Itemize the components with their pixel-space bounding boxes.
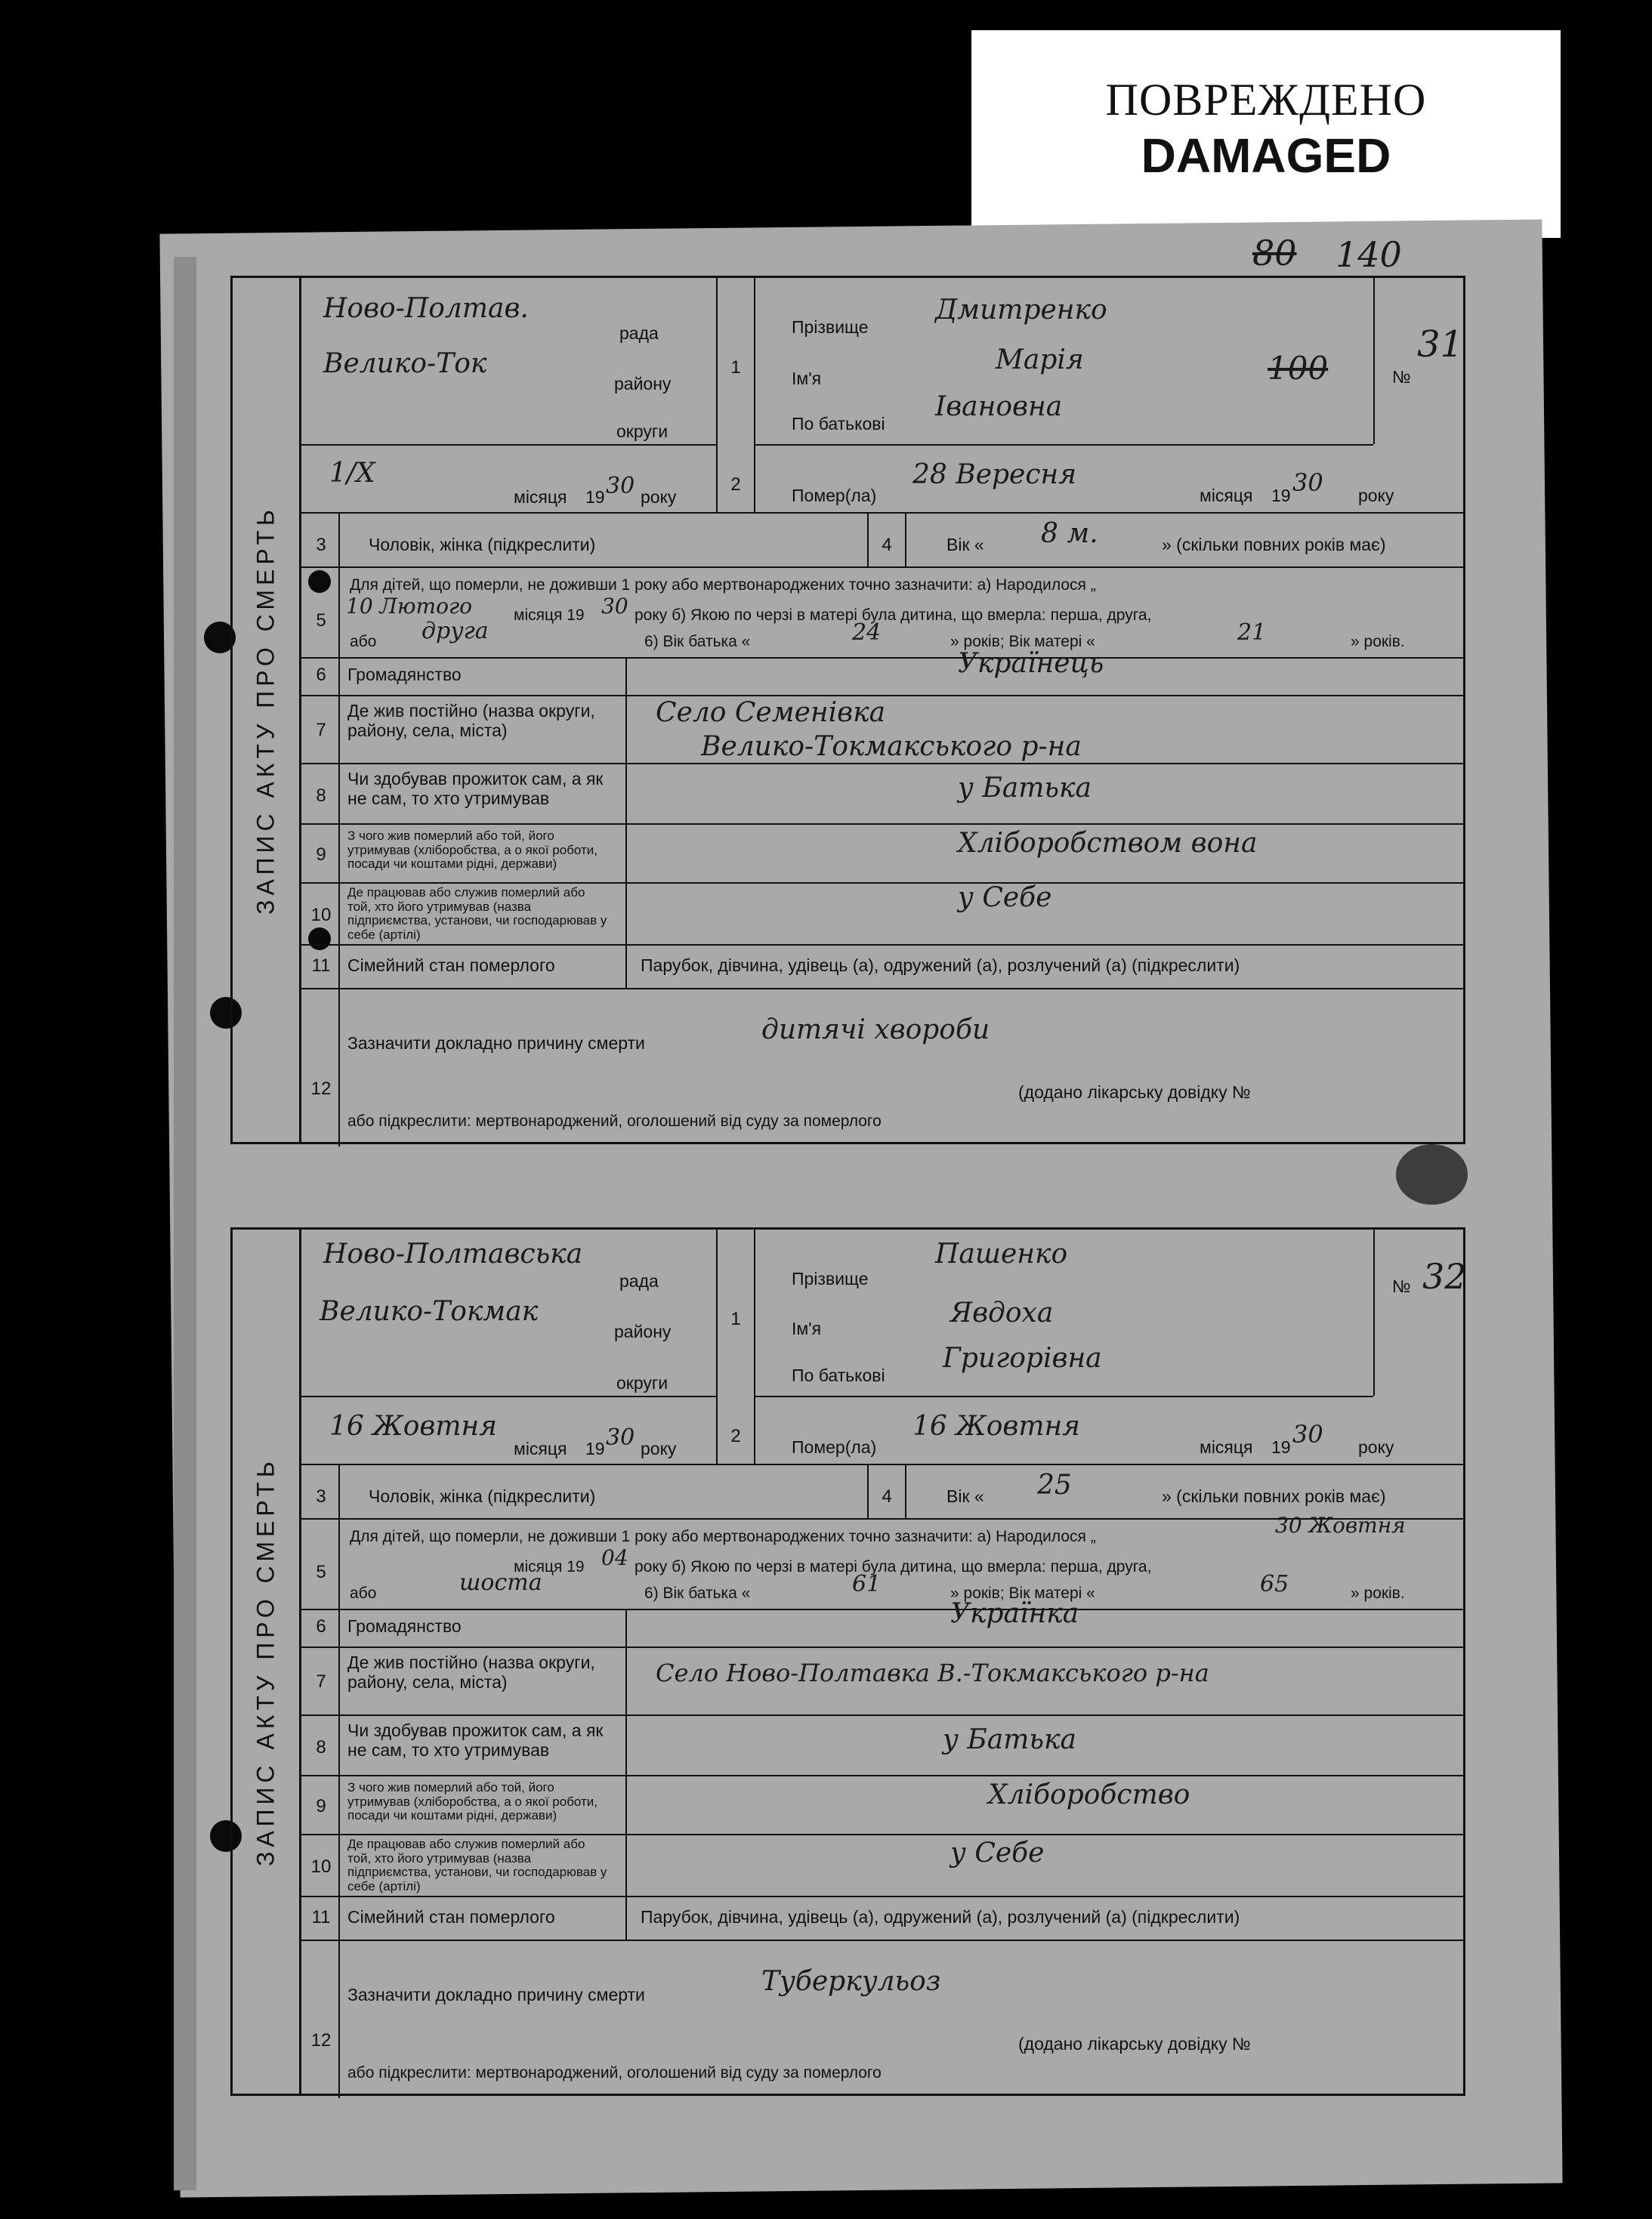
form-sidebar	[233, 278, 301, 1142]
support-value: у Батька	[943, 1724, 1076, 1755]
residence-line1: Село Семенівка	[656, 697, 886, 728]
marital-label: Сімейний стан померлого	[347, 1907, 555, 1927]
year-prefix: 19	[585, 1439, 605, 1458]
death-month-label: місяця	[1200, 486, 1253, 505]
child-or-label: або	[350, 1585, 377, 1602]
gender-label: Чоловік, жінка (підкреслити)	[369, 1486, 596, 1506]
father-age-value: 61	[852, 1571, 882, 1597]
marital-options: Парубок, дівчина, удівець (а), одружений (а), розлучений (а) (підкреслити)	[641, 1907, 1240, 1927]
child-birth-text: Для дітей, що померли, не доживши 1 року або мертвонароджених точно зазначити: а) Народилося „	[350, 1528, 1096, 1545]
cause-value: дитячі хвороби	[761, 1014, 990, 1045]
surname-value: Дмитренко	[935, 295, 1107, 326]
marital-options: Парубок, дівчина, удівець (а), одружений (а), розлучений (а) (підкреслити)	[641, 955, 1240, 975]
name-value: Явдоха	[950, 1298, 1054, 1329]
death-year-prefix: 19	[1271, 1437, 1291, 1457]
support-label: Чи здобував прожиток сам, а як не сам, то хто утримував	[347, 1721, 604, 1761]
mother-age-suffix: » років.	[1351, 1585, 1405, 1602]
child-birth-year: 04	[601, 1545, 628, 1570]
residence-line1: Село Ново-Полтавка В.-Токмакського р-на	[656, 1659, 1209, 1687]
father-age-label: 6) Вік батька «	[644, 633, 751, 650]
name-label: Ім'я	[792, 1319, 822, 1338]
patronymic-value: Григорівна	[943, 1343, 1102, 1374]
name-value: Марія	[996, 344, 1084, 375]
mother-age-suffix: » років.	[1351, 633, 1405, 650]
work-value: у Себе	[958, 882, 1052, 913]
number-label: №	[1392, 367, 1411, 387]
child-order-value: шоста	[459, 1569, 542, 1596]
residence-label: Де жив постійно (назва округи, району, села, міста)	[347, 1653, 595, 1693]
okruhy-label: округи	[616, 421, 669, 441]
livelihood-label: З чого жив померлий або той, його утримував (хліборобства, а о якої роботи, посади чи коштами рідні, держави)	[347, 1780, 598, 1823]
record-year-value: 30	[606, 473, 635, 499]
cert-label: (додано лікарську довідку №	[1018, 1082, 1251, 1102]
record-number: 31	[1417, 323, 1464, 366]
residence-line2: Велико-Токмакського р-на	[701, 731, 1082, 762]
stillborn-text: або підкреслити: мертвонароджений, оголошений від суду за померлого	[347, 1113, 882, 1130]
patronymic-value: Івановна	[935, 391, 1063, 422]
child-birth-day: 10 Лютого	[346, 594, 472, 619]
death-record-form-2: ЗАПИС АКТУ ПРО СМЕРТЬ Ново-Полтавська рада Велико-Токмак району округи 16 Жовтня місяця 19 30 року 1 Прізвище Пашенко Ім'я Явдоха По батькові Григорівна № 32 2 Помер(ла) 16 Жовтня місяця 19 30 року 3 Чоловік, жінка (підкреслити) 4 Вік « 25 » (скільки повних років має) 5 Для дітей, що померли, не доживши 1 року або мертвонароджених точно зазначити: а) Народилося „ 30 Жовтня місяця 19 04 року б) Якою по черзі в матері була дитина, що вмерла: перша, друга, або шоста 6) Вік батька « 61 » років; Вік матері « 65 » років. 6 Громадянство Українка 7 Де жив постійно (назва округи, району, села, міста) Село Ново-Полтавка В.-Токмакського р-на 8 Чи здобував прожиток сам, а як не сам, то хто утримував у Батька 9 З чого жив померлий або той, його утримував (хліборобства, а о якої роботи, посади чи коштами рідні, держави) Хліборобство 10 Де працював або служив померлий або той, хто його утримував (назва підприємства, установи, чи господарював у себе (артілі) у Себе 11 Сімейний стан померлого Парубок, дівчина, удівець (а), одружений (а), розлучений (а) (підкреслити) 12 Зазначити докладно причину смерти Туберкульоз (додано лікарську довідку № або підкреслити: мертвонароджений, оголошений від суду за померлого	[230, 1227, 1465, 2096]
cert-label: (додано лікарську довідку №	[1018, 2034, 1251, 2054]
death-label: Помер(ла)	[792, 486, 877, 505]
cause-value: Туберкульоз	[761, 1966, 941, 1997]
death-month-label: місяця	[1200, 1437, 1253, 1457]
child-birth-month-label: місяця 19	[514, 606, 585, 624]
form-sidebar	[233, 1230, 301, 2094]
name-label: Ім'я	[792, 369, 822, 388]
child-or-label: або	[350, 633, 377, 650]
corner-number: 140	[1335, 234, 1402, 275]
patronymic-label: По батькові	[792, 414, 885, 434]
sidebar-title: ЗАПИС АКТУ ПРО СМЕРТЬ	[252, 1457, 279, 1866]
support-label: Чи здобував прожиток сам, а як не сам, то хто утримував	[347, 769, 604, 809]
raion-value: Велико-Ток	[323, 348, 487, 379]
work-label: Де працював або служив померлий або той, хто його утримував (назва підприємства, установи, чи господарював у себе (артілі)	[347, 885, 607, 943]
mother-age-label: » років; Вік матері «	[950, 1585, 1095, 1602]
livelihood-value: Хліборобством вона	[958, 828, 1258, 859]
support-value: у Батька	[958, 773, 1092, 804]
child-birth-day: 30 Жовтня	[1275, 1513, 1406, 1538]
patronymic-label: По батькові	[792, 1366, 885, 1385]
page-binding-edge	[174, 257, 196, 2190]
residence-label: Де жив постійно (назва округи, району, села, міста)	[347, 701, 595, 741]
stillborn-text: або підкреслити: мертвонароджений, оголошений від суду за померлого	[347, 2064, 882, 2082]
death-date-value: 16 Жовтня	[912, 1411, 1081, 1442]
surname-value: Пашенко	[935, 1239, 1068, 1270]
corner-old-number-2: 100	[1268, 350, 1329, 387]
citizenship-label: Громадянство	[347, 1616, 462, 1636]
rada-label: рада	[619, 323, 659, 343]
record-number: 32	[1422, 1256, 1467, 1297]
citizenship-value: Українка	[950, 1598, 1079, 1629]
mother-age-value: 65	[1260, 1571, 1289, 1597]
father-age-label: 6) Вік батька «	[644, 1585, 751, 1602]
mother-age-value: 21	[1237, 619, 1267, 646]
month-label: місяця	[514, 487, 567, 507]
death-label: Помер(ла)	[792, 1437, 877, 1457]
record-date-value: 16 Жовтня	[329, 1411, 498, 1442]
father-age-value: 24	[852, 619, 882, 646]
child-order-text: року б) Якою по черзі в матері була дитина, що вмерла: перша, друга,	[635, 1558, 1152, 1576]
livelihood-label: З чого жив померлий або той, його утримував (хліборобства, а о якої роботи, посади чи коштами рідні, держави)	[347, 829, 598, 872]
okruhy-label: округи	[616, 1373, 669, 1393]
child-birth-month-label: місяця 19	[514, 1558, 585, 1576]
raion-label: району	[614, 374, 672, 393]
raion-value: Велико-Токмак	[320, 1296, 539, 1327]
month-label: місяця	[514, 1439, 567, 1458]
age-value: 8 м.	[1041, 518, 1098, 549]
year-label: року	[641, 487, 677, 507]
child-order-value: друга	[421, 618, 489, 644]
death-year-prefix: 19	[1271, 486, 1291, 505]
surname-label: Прізвище	[792, 1269, 869, 1289]
marital-label: Сімейний стан померлого	[347, 955, 555, 975]
record-date-value: 1/X	[329, 458, 375, 489]
age-value: 25	[1037, 1470, 1072, 1501]
record-year-value: 30	[606, 1424, 635, 1451]
surname-label: Прізвище	[792, 317, 869, 337]
death-year-value: 30	[1292, 1420, 1323, 1449]
sidebar-title: ЗАПИС АКТУ ПРО СМЕРТЬ	[252, 505, 279, 915]
rada-value: Ново-Полтавська	[323, 1239, 583, 1270]
damaged-stamp-card	[971, 30, 1561, 238]
child-order-text: року б) Якою по черзі в матері була дитина, що вмерла: перша, друга,	[635, 606, 1152, 624]
raion-label: району	[614, 1322, 672, 1341]
death-record-form-1: ЗАПИС АКТУ ПРО СМЕРТЬ Ново-Полтав. рада Велико-Ток району округи 1/X місяця 19 30 року 1 Прізвище Дмитренко Ім'я Марія По батькові Івановна 80 140 100 № 31 2 Помер(ла) 28 Вересня місяця 19 30 року 3 Чоловік, жінка (підкреслити) 4 Вік « 8 м. » (скільки повних років має) 5 Для дітей, що померли, не доживши 1 року або мертвонароджених точно зазначити: а) Народилося „ 10 Лютого місяця 19 30 року б) Якою по черзі в матері була дитина, що вмерла: перша, друга, або друга 6) Вік батька « 24 » років; Вік матері « 21 » років. 6 Громадянство Українець 7 Де жив постійно (назва округи, району, села, міста) Село Семенівка Велико-Токмакського р-на 8 Чи здобував прожиток сам, а як не сам, то хто утримував у Батька 9 З чого жив померлий або той, його утримував (хліборобства, а о якої роботи, посади чи коштами рідні, держави) Хліборобством вона 10 Де працював або служив померлий або той, хто його утримував (назва підприємства, установи, чи господарював у себе (артілі) у Себе 11 Сімейний стан померлого Парубок, дівчина, удівець (а), одружений (а), розлучений (а) (підкреслити) 12 Зазначити докладно причину смерти дитячі хвороби (додано лікарську довідку № або підкреслити: мертвонароджений, оголошений від суду за померлого	[230, 276, 1465, 1144]
cause-label: Зазначити докладно причину смерти	[347, 1033, 645, 1053]
cause-label: Зазначити докладно причину смерти	[347, 1985, 645, 2005]
death-year-value: 30	[1292, 468, 1323, 497]
year-prefix: 19	[585, 487, 605, 507]
death-date-value: 28 Вересня	[912, 459, 1077, 490]
livelihood-value: Хліборобство	[988, 1779, 1190, 1810]
rada-value: Ново-Полтав.	[323, 293, 529, 324]
year-label: року	[641, 1439, 677, 1458]
corner-old-number: 80	[1252, 233, 1297, 273]
ink-stain	[1396, 1144, 1468, 1205]
number-label: №	[1392, 1276, 1411, 1296]
gender-label: Чоловік, жінка (підкреслити)	[369, 535, 596, 554]
mother-age-label: » років; Вік матері «	[950, 633, 1095, 650]
death-year-label: року	[1358, 486, 1394, 505]
death-year-label: року	[1358, 1437, 1394, 1457]
age-label: Вік «	[946, 535, 984, 554]
work-value: у Себе	[950, 1838, 1045, 1869]
child-birth-year: 30	[601, 594, 628, 619]
rada-label: рада	[619, 1271, 659, 1291]
stamp-ru: ПОВРЕЖДЕНО	[1105, 75, 1427, 125]
stamp-en: DAMAGED	[1141, 128, 1391, 183]
child-birth-text: Для дітей, що померли, не доживши 1 року або мертвонароджених точно зазначити: а) Народилося „	[350, 576, 1096, 594]
age-suffix: » (скільки повних років має)	[1162, 535, 1386, 554]
age-label: Вік «	[946, 1486, 984, 1506]
age-suffix: » (скільки повних років має)	[1162, 1486, 1386, 1506]
citizenship-value: Українець	[958, 648, 1104, 679]
citizenship-label: Громадянство	[347, 665, 462, 684]
work-label: Де працював або служив померлий або той, хто його утримував (назва підприємства, установи, чи господарював у себе (артілі)	[347, 1837, 607, 1894]
